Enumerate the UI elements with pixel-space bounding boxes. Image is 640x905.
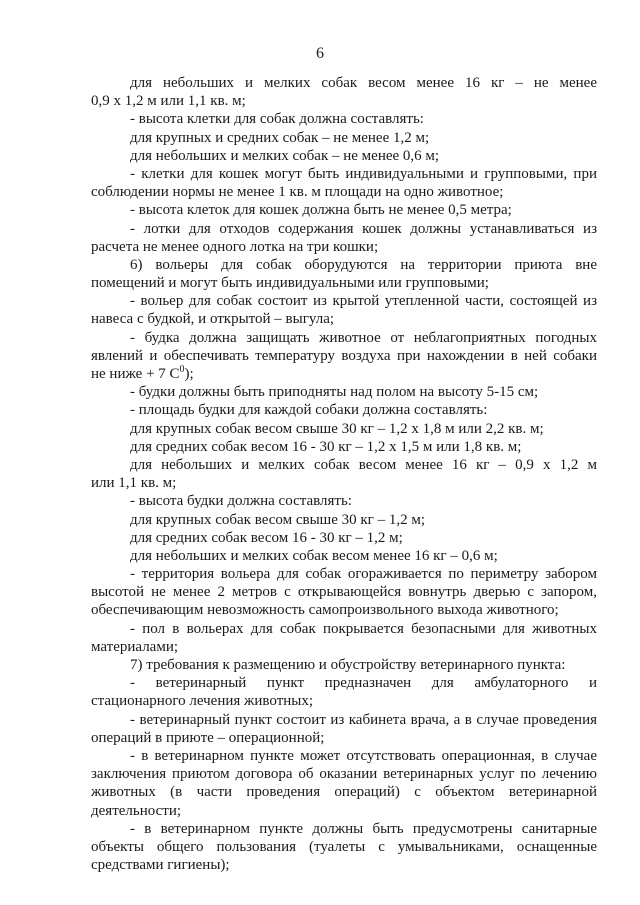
- text-line: навеса с будкой, и открытой – выгула;: [91, 311, 335, 328]
- text-line: деятельности;: [91, 802, 182, 819]
- text-line: обеспечивающим невозможность самопроизвольного выхода животного;: [91, 602, 559, 619]
- text-line: объекты общего пользования (туалеты с умывальниками, оснащенные: [91, 838, 597, 855]
- text-line: для средних собак весом 16 - 30 кг – 1,2 х 1,5 м или 1,8 кв. м;: [130, 438, 522, 455]
- text-line: 6) вольеры для собак оборудуются на территории приюта вне: [130, 256, 597, 273]
- text-line: - будка должна защищать животное от неблагоприятных погодных: [130, 329, 597, 346]
- text-line: - вольер для собак состоит из крытой утепленной части, состоящей из: [130, 293, 597, 310]
- text-line: для небольших и мелких собак – не менее 0,6 м;: [130, 147, 440, 164]
- temperature-text: не ниже + 7 С: [91, 366, 180, 382]
- text-line: 0,9 х 1,2 м или 1,1 кв. м;: [91, 93, 246, 110]
- text-line: - ветеринарный пункт состоит из кабинета врача, а в случае проведения: [130, 711, 597, 728]
- temperature-tail: );: [184, 366, 194, 382]
- text-line: для крупных собак весом свыше 30 кг – 1,2 х 1,8 м или 2,2 кв. м;: [130, 420, 544, 437]
- text-line: для небольших и мелких собак весом менее 16 кг – 0,6 м;: [130, 547, 498, 564]
- text-line: помещений и могут быть индивидуальными или групповыми;: [91, 275, 489, 292]
- text-line: стационарного лечения животных;: [91, 693, 314, 710]
- text-line: для средних собак весом 16 - 30 кг – 1,2 м;: [130, 529, 403, 546]
- text-line: - в ветеринарном пункте должны быть предусмотрены санитарные: [130, 820, 597, 837]
- text-line: для небольших и мелких собак весом менее 16 кг – не менее: [130, 75, 597, 91]
- text-line: для крупных собак весом свыше 30 кг – 1,2 м;: [130, 511, 425, 528]
- text-line: соблюдении нормы не менее 1 кв. м площади на одно животное;: [91, 184, 504, 201]
- text-line: животных (в части проведения операций) с объектом ветеринарной: [91, 784, 597, 801]
- text-line: - высота клеток для кошек должна быть не менее 0,5 метра;: [130, 202, 512, 219]
- text-line: - высота клетки для собак должна составлять:: [130, 111, 424, 128]
- text-line: - клетки для кошек могут быть индивидуальными и групповыми, при: [130, 165, 597, 182]
- text-line: для небольших и мелких собак весом менее 16 кг – 0,9 х 1,2 м: [130, 456, 597, 473]
- document-body: [91, 74, 597, 874]
- text-line: материалами;: [91, 638, 179, 655]
- text-line: или 1,1 кв. м;: [91, 475, 177, 492]
- text-line-temperature: [91, 365, 597, 383]
- text-line: - высота будки должна составлять:: [130, 493, 352, 510]
- text-line: расчета не менее одного лотка на три кошки;: [91, 238, 379, 255]
- text-line: - будки должны быть приподняты над полом на высоту 5-15 см;: [130, 384, 539, 401]
- text-line: 7) требования к размещению и обустройству ветеринарного пункта:: [130, 657, 566, 673]
- text-line: - лотки для отходов содержания кошек должны устанавливаться из: [130, 220, 597, 237]
- text-line: средствами гигиены);: [91, 857, 230, 874]
- text-line: заключения приютом договора об оказании ветеринарных услуг по лечению: [91, 766, 597, 783]
- text-line: явлений и обеспечивать температуру воздуха при нахождении в ней собаки: [91, 347, 597, 364]
- text-line: - ветеринарный пункт предназначен для амбулаторного и: [130, 675, 597, 692]
- text-line: - площадь будки для каждой собаки должна составлять:: [130, 402, 488, 419]
- text-line: - пол в вольерах для собак покрывается безопасными для животных: [130, 620, 597, 637]
- degree-superscript: 0: [179, 364, 185, 375]
- text-line: высотой не менее 2 метров с открывающейся вовнутрь дверью с запором,: [91, 584, 597, 601]
- text-line: операций в приюте – операционной;: [91, 729, 325, 746]
- text-line: - территория вольера для собак огораживается по периметру забором: [130, 566, 597, 583]
- page-number: 6: [316, 45, 324, 62]
- text-line: - в ветеринарном пункте может отсутствовать операционная, в случае: [130, 747, 597, 764]
- text-line: для крупных и средних собак – не менее 1,2 м;: [130, 129, 430, 146]
